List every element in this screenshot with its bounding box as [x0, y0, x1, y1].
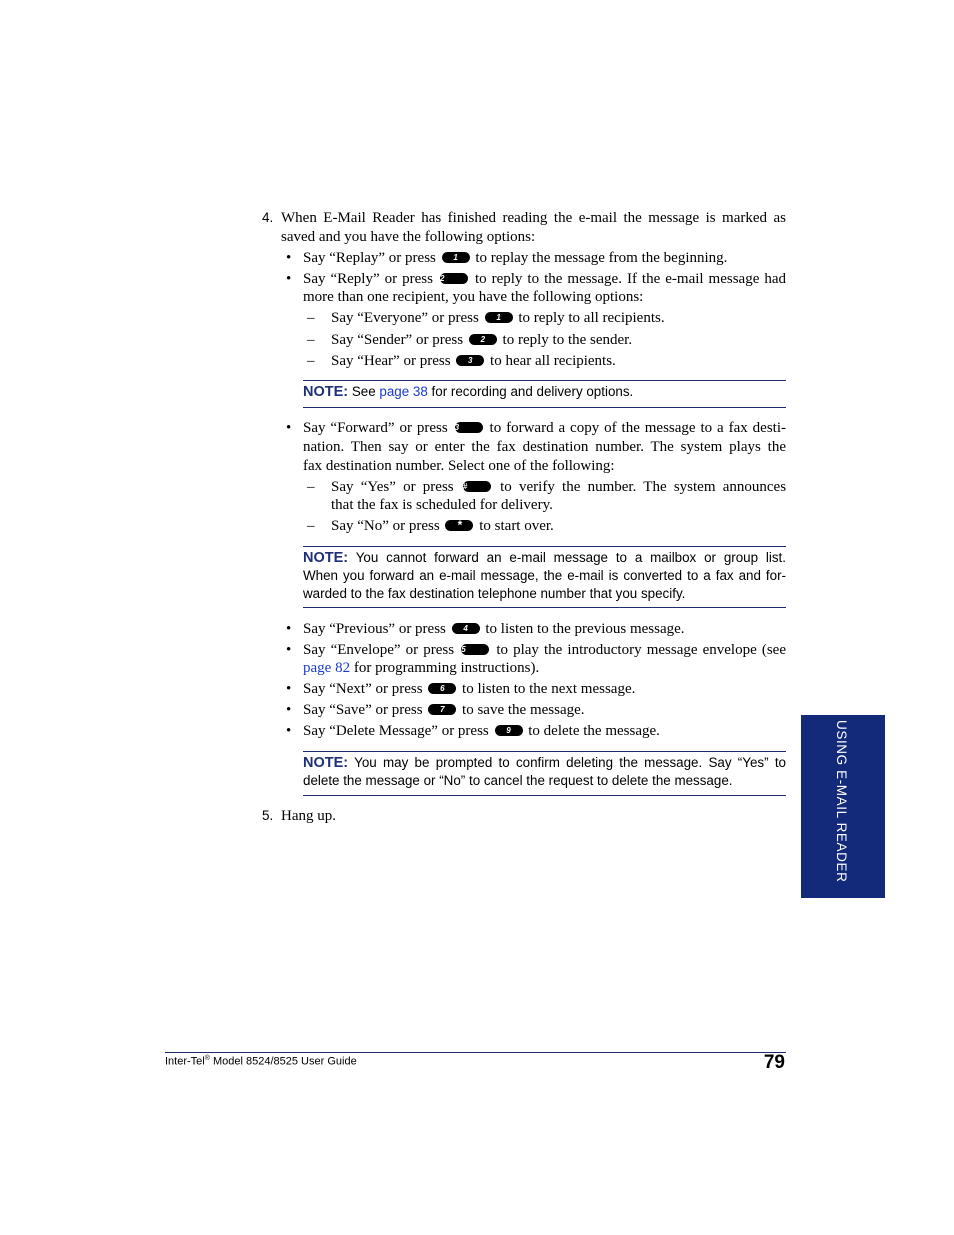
section-tab-label: USING E-MAIL READER [834, 720, 849, 883]
page-number: 79 [763, 1052, 785, 1073]
key-3-icon: 3 [455, 422, 483, 433]
list-item-delete: Say “Delete Message” or press 9 to delete the message. [303, 723, 660, 739]
key-3-icon: 3 [456, 355, 484, 366]
dash-marker: – [307, 518, 315, 534]
dash-marker: – [307, 479, 315, 495]
bullet-marker: • [286, 681, 292, 697]
bullet-marker: • [286, 642, 292, 658]
note-box: NOTE: See page 38 for recording and delivery options. [303, 380, 786, 408]
list-item-reply: Say “Reply” or press 2 to reply to the message. If the e-mail message had [303, 271, 787, 287]
key-9-icon: 9 [495, 725, 523, 736]
sub-item-no: Say “No” or press * to start over. [331, 518, 554, 534]
sub-item-yes: Say “Yes” or press # to verify the number. The system announces [331, 479, 787, 495]
key-1-icon: 1 [485, 312, 513, 323]
note-label: NOTE: [303, 755, 349, 771]
bullet-marker: • [286, 621, 292, 637]
list-item-reply-cont: more than one recipient, you have the following options: [303, 289, 644, 305]
list-item-forward-cont: fax destination number. Select one of the following: [303, 458, 615, 474]
key-2-icon: 2 [440, 273, 468, 284]
footer-title: Inter-Tel® Model 8524/8525 User Guide [165, 1055, 357, 1068]
step-number: 5. [262, 808, 274, 823]
step-text-line: saved and you have the following options: [281, 229, 536, 245]
step-text-line: Hang up. [281, 808, 336, 824]
list-item-next: Say “Next” or press 6 to listen to the next message. [303, 681, 636, 697]
star-key-icon: * [445, 520, 473, 531]
list-item-save: Say “Save” or press 7 to save the message. [303, 702, 585, 718]
note-box: NOTE: You may be prompted to confirm deleting the message. Say “Yes” to delete the message or “No” to cancel the request to delete the message. [303, 751, 786, 796]
footer-divider [165, 1052, 786, 1053]
sub-item-hear: Say “Hear” or press 3 to hear all recipients. [331, 353, 616, 369]
key-1-icon: 1 [442, 252, 470, 263]
step-text-line: When E-Mail Reader has finished reading the e-mail the message is marked as [281, 210, 786, 226]
list-item-forward-cont: nation. Then say or enter the fax destination number. The system plays the [303, 439, 786, 455]
bullet-marker: • [286, 420, 292, 436]
bullet-marker: • [286, 271, 292, 287]
key-7-icon: 7 [428, 704, 456, 715]
sub-item-yes-cont: that the fax is scheduled for delivery. [331, 497, 553, 513]
section-tab [801, 715, 885, 898]
key-5-icon: 5 [461, 644, 489, 655]
page-link[interactable]: page 82 [303, 660, 351, 676]
dash-marker: – [307, 332, 315, 348]
step-number: 4. [262, 210, 274, 225]
key-4-icon: 4 [452, 623, 480, 634]
note-label: NOTE: [303, 550, 349, 566]
key-6-icon: 6 [428, 683, 456, 694]
dash-marker: – [307, 353, 315, 369]
dash-marker: – [307, 310, 315, 326]
list-item-envelope-cont: page 82 for programming instructions). [303, 660, 540, 676]
note-box: NOTE: You cannot forward an e-mail message to a mailbox or group list. When you forward an e-mail message, the e-mail is converted to a fax and for- warded to the fax destination telephone number that you specify. [303, 546, 786, 608]
key-2-icon: 2 [469, 334, 497, 345]
pound-key-icon: # [463, 481, 491, 492]
bullet-marker: • [286, 702, 292, 718]
note-label: NOTE: [303, 384, 349, 400]
list-item-forward: Say “Forward” or press 3 to forward a copy of the message to a fax desti- [303, 420, 787, 436]
bullet-marker: • [286, 250, 292, 266]
sub-item-everyone: Say “Everyone” or press 1 to reply to all recipients. [331, 310, 665, 326]
list-item-replay: Say “Replay” or press 1 to replay the message from the beginning. [303, 250, 728, 266]
page-link[interactable]: page 38 [379, 384, 428, 399]
list-item-envelope: Say “Envelope” or press 5 to play the introductory message envelope (see [303, 642, 786, 658]
list-item-previous: Say “Previous” or press 4 to listen to the previous message. [303, 621, 685, 637]
bullet-marker: • [286, 723, 292, 739]
sub-item-sender: Say “Sender” or press 2 to reply to the sender. [331, 332, 633, 348]
